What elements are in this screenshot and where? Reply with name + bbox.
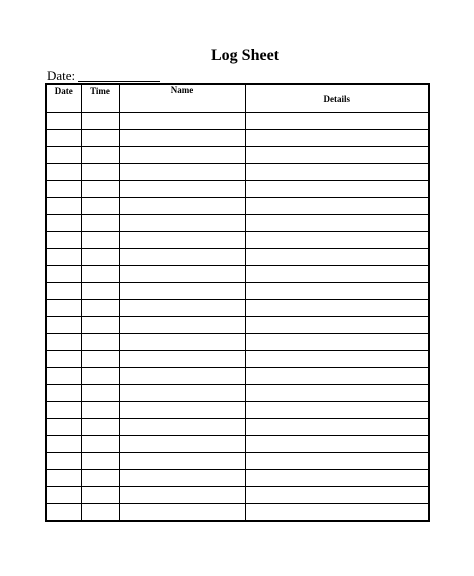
name-cell[interactable]: [119, 130, 245, 147]
name-cell[interactable]: [119, 317, 245, 334]
time-cell[interactable]: [81, 113, 119, 130]
details-cell[interactable]: [245, 113, 429, 130]
date-cell[interactable]: [46, 504, 81, 522]
date-cell[interactable]: [46, 266, 81, 283]
date-cell[interactable]: [46, 283, 81, 300]
table-row: [46, 385, 429, 402]
time-cell[interactable]: [81, 300, 119, 317]
details-cell[interactable]: [245, 266, 429, 283]
name-cell[interactable]: [119, 470, 245, 487]
table-row: [46, 300, 429, 317]
details-cell[interactable]: [245, 130, 429, 147]
table-row: [46, 453, 429, 470]
date-cell[interactable]: [46, 470, 81, 487]
name-cell[interactable]: [119, 385, 245, 402]
date-input-line[interactable]: [78, 81, 160, 82]
table-row: [46, 470, 429, 487]
time-cell[interactable]: [81, 130, 119, 147]
time-cell[interactable]: [81, 470, 119, 487]
table-row: [46, 334, 429, 351]
time-cell[interactable]: [81, 147, 119, 164]
time-cell[interactable]: [81, 385, 119, 402]
date-cell[interactable]: [46, 215, 81, 232]
date-cell[interactable]: [46, 249, 81, 266]
table-row: [46, 283, 429, 300]
table-header-row: [46, 84, 429, 113]
name-cell[interactable]: [119, 453, 245, 470]
details-cell[interactable]: [245, 215, 429, 232]
name-cell[interactable]: [119, 368, 245, 385]
time-cell[interactable]: [81, 487, 119, 504]
time-cell[interactable]: [81, 232, 119, 249]
details-cell[interactable]: [245, 402, 429, 419]
time-cell[interactable]: [81, 402, 119, 419]
column-header-name: Name: [119, 84, 245, 113]
time-cell[interactable]: [81, 249, 119, 266]
date-cell[interactable]: [46, 147, 81, 164]
table-row: [46, 181, 429, 198]
name-cell[interactable]: [119, 147, 245, 164]
details-cell[interactable]: [245, 419, 429, 436]
date-cell[interactable]: [46, 385, 81, 402]
date-cell[interactable]: [46, 487, 81, 504]
name-cell[interactable]: [119, 249, 245, 266]
details-cell[interactable]: [245, 487, 429, 504]
name-cell[interactable]: [119, 215, 245, 232]
date-cell[interactable]: [46, 300, 81, 317]
details-cell[interactable]: [245, 351, 429, 368]
table-row: [46, 368, 429, 385]
date-cell[interactable]: [46, 419, 81, 436]
details-cell[interactable]: [245, 164, 429, 181]
time-cell[interactable]: [81, 504, 119, 522]
date-cell[interactable]: [46, 334, 81, 351]
column-header-details: Details: [245, 84, 429, 113]
time-cell[interactable]: [81, 453, 119, 470]
table-row: [46, 164, 429, 181]
table-row: [46, 504, 429, 522]
details-cell[interactable]: [245, 198, 429, 215]
details-cell[interactable]: [245, 147, 429, 164]
time-cell[interactable]: [81, 351, 119, 368]
details-cell[interactable]: [245, 436, 429, 453]
time-cell[interactable]: [81, 283, 119, 300]
column-header-date: Date: [46, 84, 81, 113]
details-cell[interactable]: [245, 317, 429, 334]
table-row: [46, 436, 429, 453]
date-cell[interactable]: [46, 351, 81, 368]
date-cell[interactable]: [46, 436, 81, 453]
name-cell[interactable]: [119, 419, 245, 436]
table-row: [46, 232, 429, 249]
table-row: [46, 215, 429, 232]
table-row: [46, 402, 429, 419]
name-cell[interactable]: [119, 402, 245, 419]
date-cell[interactable]: [46, 453, 81, 470]
details-cell[interactable]: [245, 504, 429, 522]
name-cell[interactable]: [119, 504, 245, 522]
date-cell[interactable]: [46, 317, 81, 334]
name-cell[interactable]: [119, 334, 245, 351]
date-cell[interactable]: [46, 402, 81, 419]
details-cell[interactable]: [245, 283, 429, 300]
name-cell[interactable]: [119, 300, 245, 317]
table-row: [46, 113, 429, 130]
name-cell[interactable]: [119, 436, 245, 453]
details-cell[interactable]: [245, 470, 429, 487]
details-cell[interactable]: [245, 334, 429, 351]
time-cell[interactable]: [81, 198, 119, 215]
name-cell[interactable]: [119, 283, 245, 300]
column-header-time: Time: [81, 84, 119, 113]
details-cell[interactable]: [245, 249, 429, 266]
date-cell[interactable]: [46, 113, 81, 130]
table-row: [46, 130, 429, 147]
page-title: Log Sheet: [211, 47, 279, 64]
name-cell[interactable]: [119, 181, 245, 198]
table-row: [46, 147, 429, 164]
details-cell[interactable]: [245, 181, 429, 198]
time-cell[interactable]: [81, 266, 119, 283]
table-row: [46, 317, 429, 334]
details-cell[interactable]: [245, 385, 429, 402]
name-cell[interactable]: [119, 487, 245, 504]
table-row: [46, 249, 429, 266]
details-cell[interactable]: [245, 368, 429, 385]
date-label: Date:: [47, 68, 76, 83]
table-row: [46, 266, 429, 283]
name-cell[interactable]: [119, 113, 245, 130]
details-cell[interactable]: [245, 300, 429, 317]
time-cell[interactable]: [81, 334, 119, 351]
name-cell[interactable]: [119, 351, 245, 368]
table-body: [46, 113, 429, 522]
table-row: [46, 351, 429, 368]
time-cell[interactable]: [81, 181, 119, 198]
date-cell[interactable]: [46, 181, 81, 198]
date-cell[interactable]: [46, 130, 81, 147]
time-cell[interactable]: [81, 368, 119, 385]
details-cell[interactable]: [245, 232, 429, 249]
date-cell[interactable]: [46, 198, 81, 215]
date-cell[interactable]: [46, 368, 81, 385]
details-cell[interactable]: [245, 453, 429, 470]
log-table: [45, 83, 430, 522]
table-row: [46, 419, 429, 436]
time-cell[interactable]: [81, 164, 119, 181]
date-cell[interactable]: [46, 164, 81, 181]
time-cell[interactable]: [81, 317, 119, 334]
name-cell[interactable]: [119, 198, 245, 215]
table-row: [46, 198, 429, 215]
time-cell[interactable]: [81, 215, 119, 232]
date-cell[interactable]: [46, 232, 81, 249]
table-row: [46, 487, 429, 504]
name-cell[interactable]: [119, 232, 245, 249]
time-cell[interactable]: [81, 419, 119, 436]
name-cell[interactable]: [119, 266, 245, 283]
time-cell[interactable]: [81, 436, 119, 453]
name-cell[interactable]: [119, 164, 245, 181]
